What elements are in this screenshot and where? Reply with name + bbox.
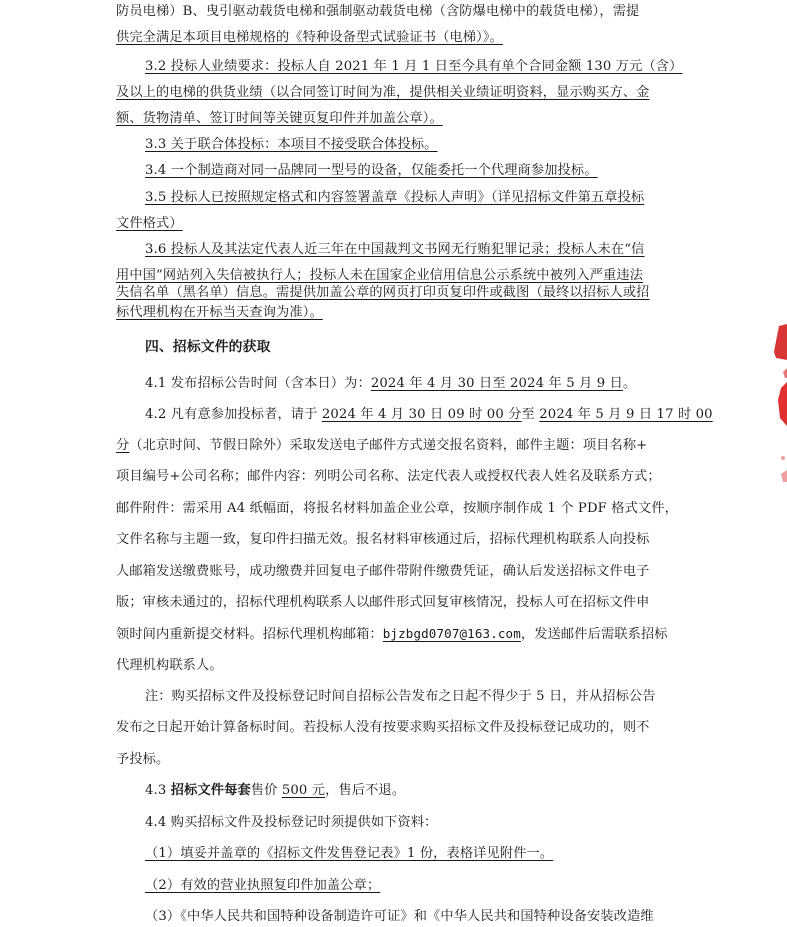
text: ，售后不退。 bbox=[325, 783, 406, 798]
text-line: 项目编号+公司名称；邮件内容：列明公司名称、法定代表人或授权代表人姓名及联系方式； bbox=[116, 469, 661, 484]
paragraph-4-2-line1 bbox=[145, 405, 713, 425]
publish-period: 2024 年 4 月 30 日至 2024 年 5 月 9 日 bbox=[370, 376, 623, 391]
list-item: （1）填妥并盖章的《招标文件发售登记表》1 份，表格详见附件一。 bbox=[145, 846, 554, 861]
text-line: 文件格式） bbox=[116, 216, 183, 231]
text-line: 人邮箱发送缴费账号，成功缴费并回复电子邮件带附件缴费凭证，确认后发送招标文件电子 bbox=[116, 564, 650, 579]
paragraph-4-2-line2 bbox=[116, 436, 647, 456]
text-line: 及以上的电梯的供货业绩（以合同签订时间为准，提供相关业绩证明资料，显示购买方、金 bbox=[116, 85, 650, 100]
text: 领时间内重新提交材料。招标代理机构邮箱： bbox=[116, 627, 383, 642]
note-line: 予投标。 bbox=[116, 752, 170, 767]
text: 售价 bbox=[250, 783, 282, 798]
paragraph-4-1 bbox=[145, 374, 636, 394]
text-line: 用中国”网站列入失信被执行人；投标人未在国家企业信用信息公示系统中被列入严重违法 bbox=[116, 268, 644, 283]
note-line: 注：购买招标文件及投标登记时间自招标公告发布之日起不得少于 5 日，并从招标公告 bbox=[145, 689, 656, 704]
text: 4.2 凡有意参加投标者，请于 bbox=[145, 407, 322, 422]
text-line: 代理机构联系人。 bbox=[116, 658, 223, 673]
start-time: 2024 年 4 月 30 日 09 时 00 分 bbox=[321, 407, 522, 422]
section-title: 四、招标文件的获取 bbox=[145, 339, 271, 355]
text: 4.3 bbox=[145, 783, 171, 798]
text-line: 3.4 一个制造商对同一品牌同一型号的设备，仅能委托一个代理商参加投标。 bbox=[145, 163, 598, 178]
text-line: 版；审核未通过的，招标代理机构联系人以邮件形式回复审核情况，投标人可在招标文件申 bbox=[116, 595, 650, 610]
text-line: 3.2 投标人业绩要求：投标人自 2021 年 1 月 1 日至今具有单个合同金额 130 万元（含） bbox=[145, 59, 683, 74]
text-line: 额、货物清单、签订时间等关键页复印件并加盖公章）。 bbox=[116, 111, 443, 126]
text-line: 3.5 投标人已按照规定格式和内容签署盖章《投标人声明》（详见招标文件第五章投标 bbox=[145, 190, 645, 205]
text-line: 失信名单（黑名单）信息。需提供加盖公章的网页打印页复印件或截图（最终以招标人或招 bbox=[116, 285, 650, 300]
price: 500 元 bbox=[281, 783, 326, 798]
list-item: （2）有效的营业执照复印件加盖公章； bbox=[145, 878, 381, 893]
bold-text: 招标文件每套 bbox=[170, 783, 251, 798]
email-line bbox=[116, 624, 668, 645]
seal-stamp-icon bbox=[768, 318, 787, 498]
punct: 。 bbox=[622, 376, 637, 391]
text-line: 标代理机构在开标当天查询为准）。 bbox=[116, 305, 323, 320]
paragraph-4-4: 4.4 购买招标文件及投标登记时须提供如下资料： bbox=[145, 815, 438, 830]
text-line: 供完全满足本项目电梯规格的《特种设备型式试验证书（电梯）》。 bbox=[116, 30, 503, 45]
end-time-suffix: 分 bbox=[116, 438, 130, 453]
text: （北京时间、节假日除外）采取发送电子邮件方式递交报名资料，邮件主题：项目名称+ bbox=[129, 438, 648, 453]
paragraph-4-3 bbox=[145, 781, 405, 801]
text: 至 bbox=[521, 407, 540, 422]
text: ，发送邮件后需联系招标 bbox=[520, 627, 668, 642]
text-line: 邮件附件：需采用 A4 纸幅面，将报名材料加盖企业公章，按顺序制作成 1 个 PDF 格式文件， bbox=[116, 501, 678, 516]
agency-email-link[interactable]: bjzbgd0707@163.com bbox=[382, 626, 521, 641]
end-time: 2024 年 5 月 9 日 17 时 00 bbox=[539, 407, 713, 422]
text-line: 防员电梯）B、曳引驱动载货电梯和强制驱动载货电梯（含防爆电梯中的载货电梯），需提 bbox=[116, 4, 640, 19]
note-line: 发布之日起开始计算备标时间。若投标人没有按要求购买招标文件及投标登记成功的，则不 bbox=[116, 720, 650, 735]
text-line: 文件名称与主题一致，复印件扫描无效。报名材料审核通过后，招标代理机构联系人向投标 bbox=[116, 532, 650, 547]
label: 4.1 发布招标公告时间（含本日）为： bbox=[145, 376, 371, 391]
list-item: （3）《中华人民共和国特种设备制造许可证》和《中华人民共和国特种设备安装改造维 bbox=[145, 909, 654, 924]
text-line: 3.6 投标人及其法定代表人近三年在中国裁判文书网无行贿犯罪记录；投标人未在“信 bbox=[145, 242, 645, 257]
text-line: 3.3 关于联合体投标：本项目不接受联合体投标。 bbox=[145, 137, 438, 152]
